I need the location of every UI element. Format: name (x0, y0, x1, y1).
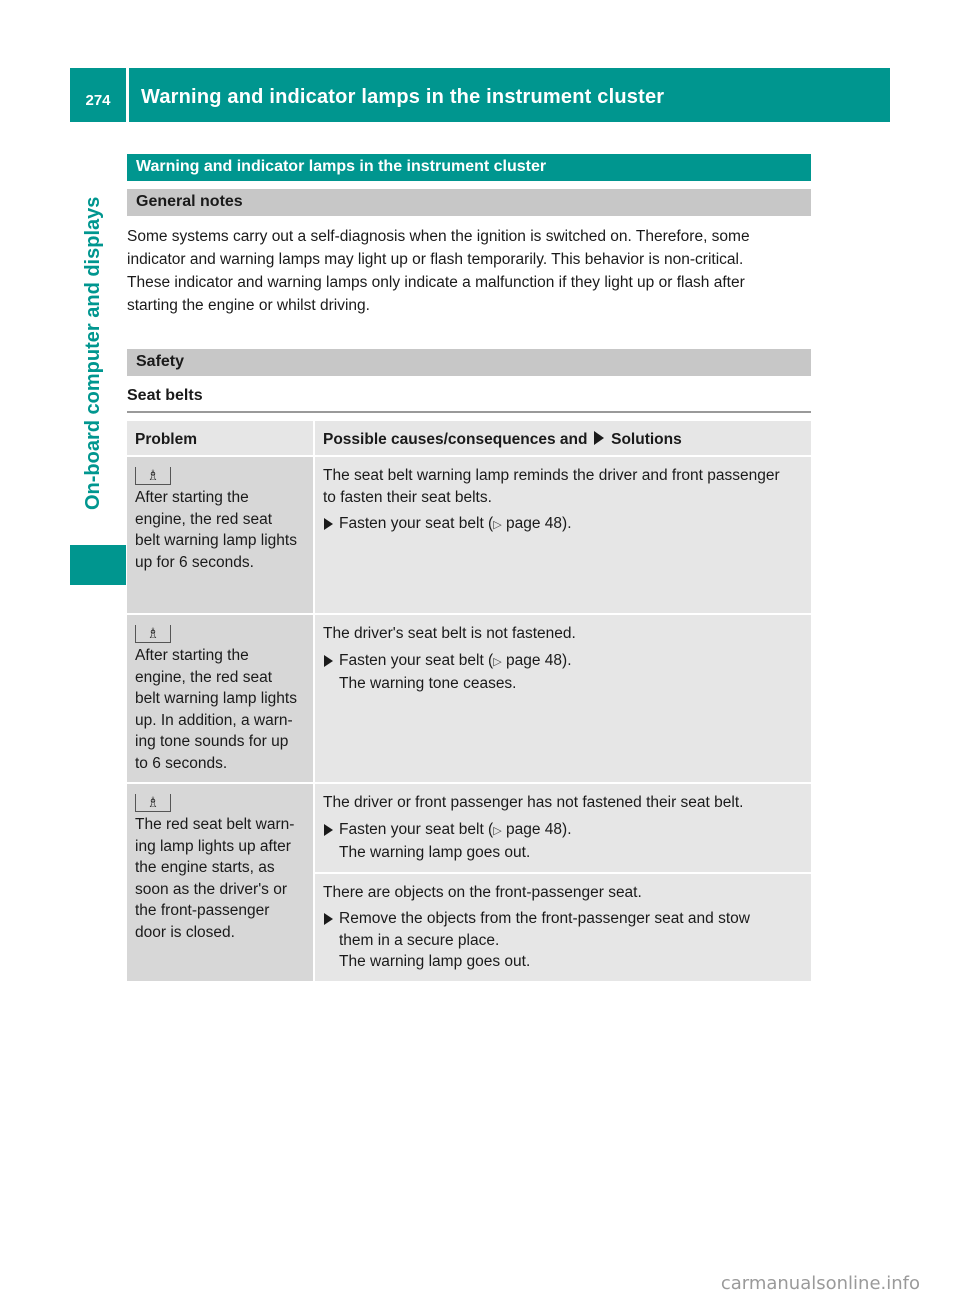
general-notes-heading: General notes (127, 189, 811, 216)
solution-cell (314, 456, 811, 614)
seat-belt-lamp-icon: ♗ (135, 625, 171, 643)
action-arrow-icon (324, 913, 333, 925)
heading-rule (127, 411, 811, 413)
problem-cell (127, 783, 314, 982)
solution-cell (314, 873, 811, 982)
problem-line: The red seat belt warn- (135, 816, 295, 833)
action-text (339, 819, 572, 864)
cause-line: to fasten their seat belts. (323, 488, 492, 506)
action-label: Remove the objects from the front-passenger seat and stow (339, 910, 750, 927)
cause-line: The seat belt warning lamp reminds the driver and front passenger (323, 467, 780, 484)
action-arrow-icon (324, 824, 333, 836)
page-reference-link[interactable]: page 48). (506, 820, 572, 838)
action-arrow-icon (324, 518, 333, 530)
action-item (323, 908, 805, 973)
col-problem-header: Problem (127, 421, 314, 456)
problem-line: up for 6 seconds. (135, 553, 254, 571)
action-label: Fasten your seat belt ( (339, 651, 494, 669)
header-divider (126, 68, 129, 122)
arrow-icon (594, 431, 604, 445)
col-causes-header (314, 421, 811, 456)
problem-line: belt warning lamp lights (135, 532, 297, 549)
result-line: The warning lamp goes out. (339, 953, 531, 970)
result-line: The warning tone ceases. (339, 675, 517, 692)
result-line: The warning lamp goes out. (339, 844, 531, 861)
problem-line: ing lamp lights up after (135, 837, 291, 855)
paragraph-line: Some systems carry out a self-diagnosis when the ignition is switched on. Therefore, some (127, 228, 750, 245)
result-line: them in a secure place. (339, 931, 500, 949)
action-item (323, 819, 805, 864)
seat-belt-lamp-icon: ♗ (135, 467, 171, 485)
paragraph-line: These indicator and warning lamps only indicate a malfunction if they light up or flash after (127, 274, 745, 291)
problem-cell (127, 614, 314, 783)
cause-line: The driver or front passenger has not fastened their seat belt. (323, 794, 744, 811)
action-arrow-icon (324, 655, 333, 667)
col-solutions-label: Solutions (611, 431, 682, 448)
table-header-row (127, 421, 811, 456)
page-reference-link[interactable]: page 48). (506, 515, 572, 532)
section-title: Warning and indicator lamps in the instrument cluster (127, 154, 811, 181)
problem-line: soon as the driver's or (135, 880, 288, 898)
cause-line: There are objects on the front-passenger seat. (323, 883, 642, 901)
problem-line: door is closed. (135, 923, 235, 941)
problem-line: engine, the red seat (135, 510, 273, 528)
action-text (339, 513, 572, 537)
page-ref-triangle-icon: ▷ (493, 519, 502, 531)
solution-cell (314, 614, 811, 783)
cause-line: The driver's seat belt is not fastened. (323, 625, 576, 642)
table-row (127, 614, 811, 783)
problem-line: After starting the (135, 647, 249, 664)
safety-heading: Safety (127, 349, 811, 376)
problem-line: belt warning lamp lights (135, 690, 297, 707)
troubleshooting-table (127, 421, 811, 983)
action-label: Fasten your seat belt ( (339, 820, 494, 838)
page-number: 274 (85, 91, 111, 109)
paragraph-line: starting the engine or whilst driving. (127, 297, 370, 314)
problem-line: ing tone sounds for up (135, 733, 289, 750)
problem-line: After starting the (135, 489, 249, 506)
page-ref-triangle-icon: ▷ (493, 824, 502, 837)
table-row (127, 783, 811, 873)
action-text (339, 650, 572, 695)
general-notes-text (127, 225, 811, 317)
solution-cell (314, 783, 811, 873)
seat-belts-heading: Seat belts (127, 387, 203, 404)
side-tab-marker (70, 545, 126, 585)
action-text (339, 908, 750, 973)
problem-line: the front-passenger (135, 902, 270, 919)
seat-belt-lamp-icon: ♗ (135, 794, 171, 812)
action-item (323, 513, 805, 537)
action-item (323, 650, 805, 695)
problem-line: up. In addition, a warn- (135, 711, 293, 729)
page-ref-triangle-icon: ▷ (493, 655, 502, 668)
page-reference-link[interactable]: page 48). (506, 651, 572, 669)
problem-line: the engine starts, as (135, 859, 275, 876)
side-chapter-label: On-board computer and displays (82, 196, 104, 510)
problem-cell (127, 456, 314, 614)
table-row (127, 456, 811, 614)
header-title: Warning and indicator lamps in the instrument cluster (141, 86, 665, 108)
problem-line: to 6 seconds. (135, 754, 228, 772)
problem-line: engine, the red seat (135, 668, 273, 686)
paragraph-line: indicator and warning lamps may light up or flash temporarily. This behavior is non-critical. (127, 251, 744, 268)
action-label: Fasten your seat belt ( (339, 515, 494, 532)
col-causes-label: Possible causes/consequences and (323, 431, 588, 448)
watermark: carmanualsonline.info (720, 1273, 920, 1294)
